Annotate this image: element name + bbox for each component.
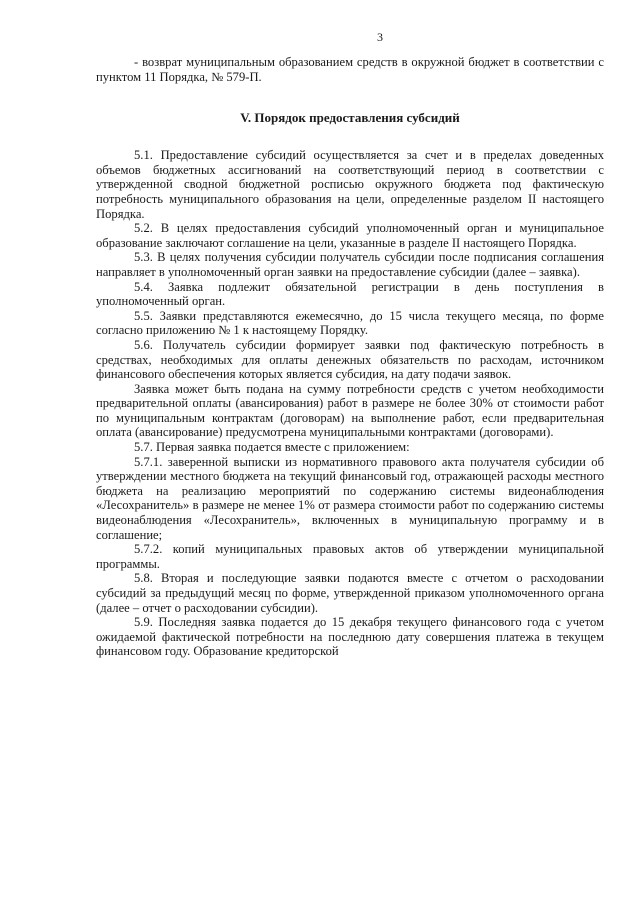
paragraph-5-2: 5.2. В целях предоставления субсидий уполномоченный орган и муниципальное образование заключают соглашение на цели, указанные в разделе II настоящего Порядка. bbox=[96, 221, 604, 250]
paragraph-5-5: 5.5. Заявки представляются ежемесячно, до 15 числа текущего месяца, по форме согласно приложению № 1 к настоящему Порядку. bbox=[96, 308, 604, 338]
paragraph-5-7: 5.7. Первая заявка подается вместе с приложением: bbox=[134, 440, 410, 455]
paragraph-5-8: 5.8. Вторая и последующие заявки подаются вместе с отчетом о расходовании субсидий за предыдущий месяц по форме, утвержденной приказом уполномоченного органа (далее – отчет о расходовании субсидии). bbox=[96, 571, 604, 615]
section-title: V. Порядок предоставления субсидий bbox=[240, 110, 460, 126]
paragraph-5-6: 5.6. Получатель субсидии формирует заявки под фактическую потребность в средствах, необходимых для оплаты денежных обязательств по расходам, источником финансового обеспечения которых является субсидия, на дату подачи заявок. bbox=[96, 337, 604, 382]
paragraph-5-9: 5.9. Последняя заявка подается до 15 декабря текущего финансового года с учетом ожидаемой фактической потребности на последнюю дату совершения платежа в текущем финансовом году. Образование кредиторской bbox=[96, 615, 604, 659]
paragraph-advance-payment: Заявка может быть подана на сумму потребности средств с учетом необходимости предварительной оплаты (авансирования) работ в размере не более 30% от стоимости работ по муниципальным контрактам (договорам) на выполнение работ, если предварительная оплата (авансирование) предусмотрена муниципальными контрактами (договорами). bbox=[96, 381, 604, 440]
paragraph-5-1: 5.1. Предоставление субсидий осуществляется за счет и в пределах доведенных объемов бюджетных ассигнований на соответствующий период в соответствии с утвержденной сводной бюджетной росписью окружного бюджета под фактическую потребность муниципального образования на цели, определенные разделом II настоящего Порядка. bbox=[96, 148, 604, 221]
paragraph-5-7-1: 5.7.1. заверенной выписки из нормативного правового акта получателя субсидии об утверждении местного бюджета на текущий финансовый год, отражающей расходы местного бюджета на реализацию мероприятий по содержанию системы видеонаблюдения «Лесохранитель» в размере не менее 1% от размера стоимости работ по содержанию системы видеонаблюдения «Лесохранитель», включенных в муниципальную программу и в соглашение; bbox=[96, 454, 604, 542]
intro-paragraph: - возврат муниципальным образованием средств в окружной бюджет в соответствии с пунктом 11 Порядка, № 579-П. bbox=[96, 55, 604, 84]
page-number: 3 bbox=[377, 30, 383, 44]
paragraph-5-3: 5.3. В целях получения субсидии получатель субсидии после подписания соглашения направляет в уполномоченный орган заявки на предоставление субсидии (далее – заявка). bbox=[96, 250, 604, 279]
paragraph-5-7-2: 5.7.2. копий муниципальных правовых актов об утверждении муниципальной программы. bbox=[96, 542, 604, 571]
paragraph-5-4: 5.4. Заявка подлежит обязательной регистрации в день поступления в уполномоченный орган. bbox=[96, 279, 604, 309]
